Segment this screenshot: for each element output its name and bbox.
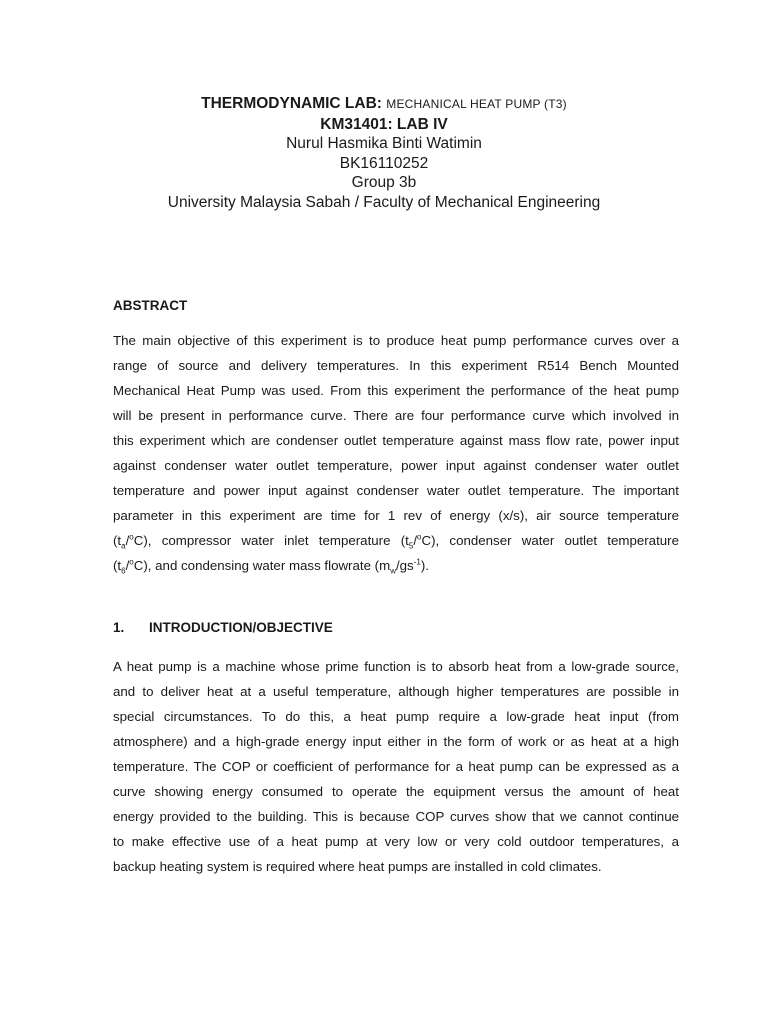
abstract-paragraph xyxy=(113,328,679,578)
introduction-paragraph xyxy=(113,654,679,879)
matric-number: BK16110252 xyxy=(339,154,429,172)
paragraph-line: backup heating system is required where heat pumps are installed in cold climates. xyxy=(113,859,602,874)
paragraph-line: parameter in this experiment are time for 1 rev of energy (x/s), air source temperature xyxy=(113,508,679,523)
text-run: / xyxy=(125,533,130,548)
experiment-title: MECHANICAL HEAT PUMP (T3) xyxy=(386,97,567,111)
text-run: / xyxy=(125,558,130,573)
paragraph-line xyxy=(113,553,679,578)
text-run: C), compressor water inlet temperature (t xyxy=(133,533,409,548)
paragraph-line: to make effective use of a heat pump at very low or very cold outdoor temperatures, a xyxy=(113,834,679,849)
subscript: a xyxy=(121,541,126,551)
paragraph-line: The main objective of this experiment is to produce heat pump performance curves over a xyxy=(113,333,679,348)
abstract-heading: ABSTRACT xyxy=(113,298,188,313)
paragraph-line: temperature and power input against condenser water outlet temperature. The important xyxy=(113,483,679,498)
paragraph-line: curve showing energy consumed to operate the equipment versus the amount of heat xyxy=(113,784,679,799)
subscript: w xyxy=(390,566,396,576)
text-run: C), and condensing water mass flowrate (m xyxy=(133,558,391,573)
course-code: KM31401: LAB IV xyxy=(320,115,448,133)
author-name: Nurul Hasmika Binti Watimin xyxy=(286,135,482,152)
subscript: 5 xyxy=(408,541,414,551)
section-title: INTRODUCTION/OBJECTIVE xyxy=(149,620,333,635)
lab-title: THERMODYNAMIC LAB: xyxy=(201,95,382,112)
paragraph-line: temperature. The COP or coefficient of performance for a heat pump can be expressed as a xyxy=(113,759,679,774)
paragraph-line: against condenser water outlet temperature, power input against condenser water outlet xyxy=(113,458,679,473)
paragraph-line: Mechanical Heat Pump was used. From this experiment the performance of the heat pump xyxy=(113,383,679,398)
text-run: /gs xyxy=(395,558,414,573)
paragraph-line: special circumstances. To do this, a heat pump require a low-grade heat input (from xyxy=(113,709,679,724)
paragraph-line: this experiment which are condenser outlet temperature against mass flow rate, power input xyxy=(113,433,679,448)
paragraph-line: range of source and delivery temperatures. In this experiment R514 Bench Mounted xyxy=(113,358,679,373)
title-block xyxy=(0,94,768,212)
superscript: o xyxy=(129,532,134,542)
paragraph-line: A heat pump is a machine whose prime function is to absorb heat from a low-grade source, xyxy=(113,659,679,674)
university-faculty: University Malaysia Sabah / Faculty of Mechanical Engineering xyxy=(167,193,601,211)
text-run: (t xyxy=(113,533,122,548)
group-label: Group 3b xyxy=(351,174,417,191)
text-run: ). xyxy=(420,558,429,573)
title-line xyxy=(0,94,768,115)
paragraph-line: will be present in performance curve. There are four performance curve which involved in xyxy=(113,408,679,423)
paragraph-line xyxy=(113,528,679,553)
introduction-heading xyxy=(113,620,333,635)
subscript: 6 xyxy=(121,566,126,576)
text-run: (t xyxy=(113,558,122,573)
text-run: / xyxy=(413,533,418,548)
paragraph-line: atmosphere) and a high-grade energy input either in the form of work or as heat at a high xyxy=(113,734,679,749)
section-number: 1. xyxy=(113,620,125,635)
paragraph-line: and to deliver heat at a useful temperature, although higher temperatures are possible in xyxy=(113,684,679,699)
superscript: o xyxy=(129,557,134,567)
text-run: C), condenser water outlet temperature xyxy=(421,533,679,548)
superscript: o xyxy=(417,532,422,542)
paragraph-line: energy provided to the building. This is because COP curves show that we cannot continue xyxy=(113,809,679,824)
superscript: -1 xyxy=(413,557,421,567)
